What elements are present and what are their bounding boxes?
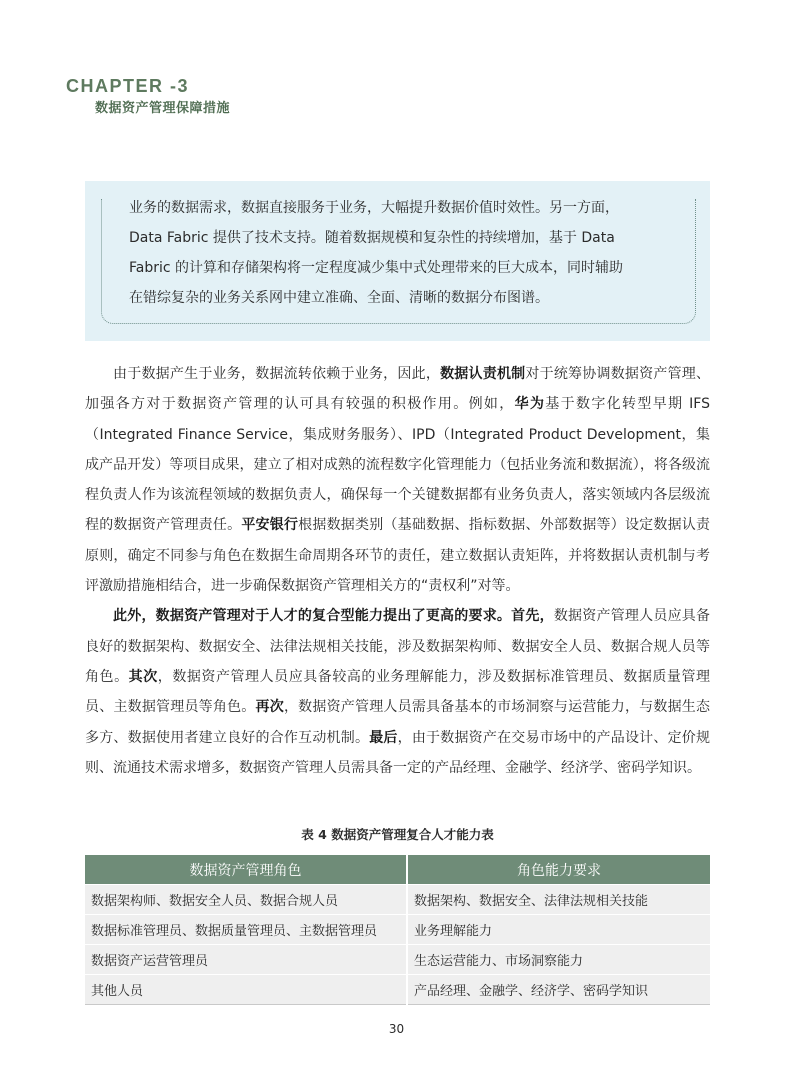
text-run: ，由于数据资产在交易市场中的产品设计、定价规则、流通技术需求增多，数据资产管理人员需具备一定的产品经理、金融学、经济学、密码学知识。 <box>85 729 711 776</box>
table-header-row <box>85 855 710 885</box>
chapter-label: CHAPTER -3 <box>66 76 190 96</box>
text-run: 基于数字化转型早期 IFS（Integrated Finance Service，集成财务服务）、IPD（Integrated Product Development，集成产品开发）等项目成果，建立了相对成熟的流程数字化管理能力（包括业务流和数据流），将各级流程负责人作为该流程领域的数据负责人，确保每一个关键数据都有业务负责人，落实领域内各层级流程的数据资产管理责任。 <box>85 396 710 534</box>
callout-box <box>85 181 710 341</box>
text-run: 由于数据产生于业务，数据流转依赖于业务，因此， <box>113 366 441 382</box>
table-row <box>85 975 710 1005</box>
table-cell: 生态运营能力、市场洞察能力 <box>407 945 710 975</box>
bold-term: 最后 <box>369 729 398 746</box>
bold-term: 平安银行 <box>241 517 299 534</box>
table-cell: 数据架构师、数据安全人员、数据合规人员 <box>85 885 407 915</box>
paragraph-talent <box>85 601 710 783</box>
bold-term: 数据认责机制 <box>440 366 526 382</box>
table-caption: 表 4 数据资产管理复合人才能力表 <box>301 827 494 842</box>
callout-line: Fabric 的计算和存储架构将一定程度减少集中式处理带来的巨大成本，同时辅助 <box>129 260 624 276</box>
bold-term: 其次 <box>128 668 158 685</box>
table-row <box>85 915 710 945</box>
table-cell: 数据架构、数据安全、法律法规相关技能 <box>407 885 710 915</box>
talent-table <box>85 855 710 1005</box>
table-cell: 业务理解能力 <box>407 915 710 945</box>
chapter-subtitle: 数据资产管理保障措施 <box>95 101 231 116</box>
table-cell: 产品经理、金融学、经济学、密码学知识 <box>407 975 710 1005</box>
table-header-cell: 角色能力要求 <box>407 855 710 885</box>
bold-term: 再次 <box>255 699 284 716</box>
table-cell: 其他人员 <box>85 975 407 1005</box>
table-cell: 数据资产运营管理员 <box>85 945 407 975</box>
callout-line: 在错综复杂的业务关系网中建立准确、全面、清晰的数据分布图谱。 <box>129 290 549 306</box>
text-run: ，数据资产管理人员应具备较高的业务理解能力，涉及数据标准管理员、数据质量管理员、主数据管理员等角色。 <box>85 668 711 716</box>
table-row <box>85 945 710 975</box>
text-run: 对于统筹协调数据资产管理、加强各方对于数据资产管理的认可具有较强的积极作用。例如， <box>85 366 711 413</box>
body-text <box>85 359 710 783</box>
text-run: ，数据资产管理人员需具备基本的市场洞察与运营能力，与数据生态多方、数据使用者建立良好的合作互动机制。 <box>85 699 711 746</box>
callout-line: 业务的数据需求，数据直接服务于业务，大幅提升数据价值时效性。另一方面， <box>129 200 619 216</box>
table-header-cell: 数据资产管理角色 <box>85 855 407 885</box>
bold-term: 此外，数据资产管理对于人才的复合型能力提出了更高的要求。首先， <box>113 608 554 625</box>
paragraph-accountability <box>85 359 710 601</box>
page-number: 30 <box>388 1022 405 1036</box>
text-run: 数据资产管理人员应具备良好的数据架构、数据安全、法律法规相关技能，涉及数据架构师、数据安全人员、数据合规人员等角色。 <box>85 608 711 685</box>
callout-text <box>129 193 671 313</box>
bold-term: 华为 <box>514 396 546 413</box>
callout-line: Data Fabric 提供了技术支持。随着数据规模和复杂性的持续增加，基于 Data <box>129 230 615 246</box>
table-cell: 数据标准管理员、数据质量管理员、主数据管理员 <box>85 915 407 945</box>
text-run: 根据数据类别（基础数据、指标数据、外部数据等）设定数据认责原则，确定不同参与角色在数据生命周期各环节的责任，建立数据认责矩阵，并将数据认责机制与考评激励措施相结合，进一步确保数据资产管理相关方的“责权利”对等。 <box>85 517 711 595</box>
table-row <box>85 885 710 915</box>
